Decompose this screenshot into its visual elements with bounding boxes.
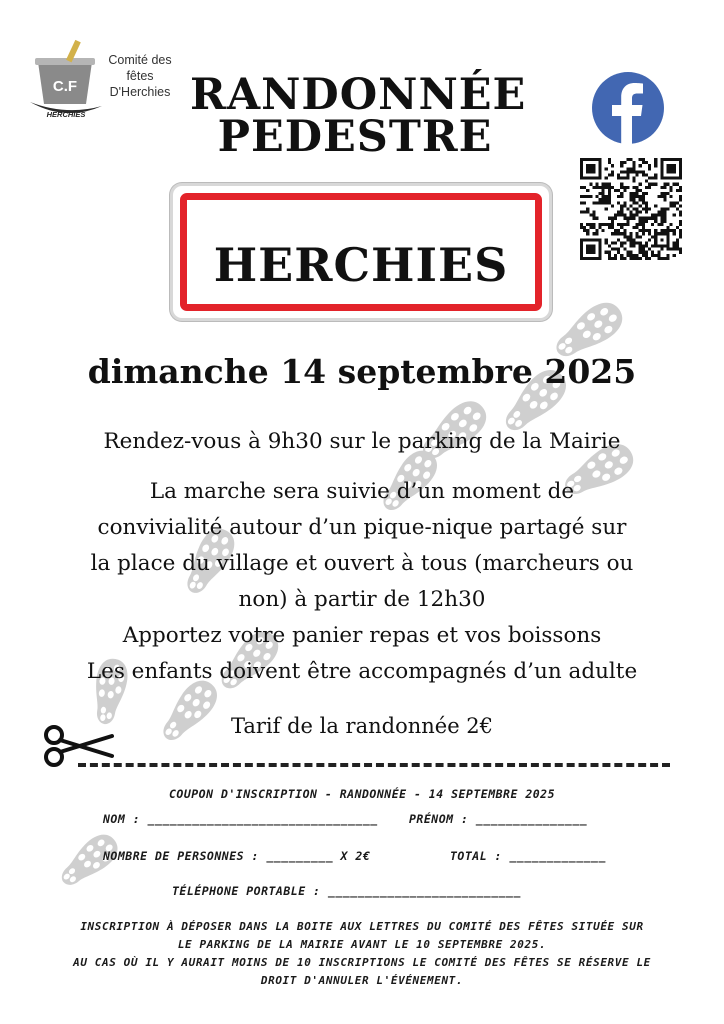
- logo-line-3: D'Herchies: [109, 85, 171, 99]
- description-line: la place du village et ouvert à tous (marcheurs ou: [90, 551, 634, 576]
- description-line: non) à partir de 12h30: [238, 587, 486, 612]
- first-name-field[interactable]: PRÉNOM : _______________: [409, 812, 588, 826]
- facebook-icon[interactable]: [592, 72, 664, 144]
- people-count-field[interactable]: NOMBRE DE PERSONNES : _________ X 2€: [103, 849, 371, 863]
- town-sign-border: [180, 193, 542, 311]
- bucket-rim: [35, 58, 95, 65]
- town-name: HERCHIES: [213, 238, 509, 292]
- description-line: convivialité autour d’un pique-nique partagé sur: [97, 515, 627, 540]
- logo-text: [98, 52, 182, 100]
- note-line: LE PARKING DE LA MAIRIE AVANT LE 10 SEPTEMBRE 2025.: [177, 938, 547, 951]
- event-description: [30, 474, 694, 690]
- meeting-info: Rendez-vous à 9h30 sur le parking de la Mairie: [103, 429, 621, 454]
- logo-line-1: Comité des: [108, 53, 172, 67]
- page-title: [190, 70, 527, 162]
- registration-note: [30, 918, 694, 990]
- bucket-caption: HERCHIES: [46, 110, 86, 119]
- cut-line: [78, 763, 670, 767]
- name-field[interactable]: NOM : _______________________________: [103, 812, 378, 826]
- note-line: AU CAS OÙ IL Y AURAIT MOINS DE 10 INSCRIPTIONS LE COMITÉ DES FÊTES SE RÉSERVE LE: [73, 956, 651, 969]
- description-line: Les enfants doivent être accompagnés d’un adulte: [86, 659, 638, 684]
- note-line: DROIT D'ANNULER L'ÉVÉNEMENT.: [260, 974, 464, 987]
- qr-code-icon[interactable]: [580, 158, 682, 260]
- total-field[interactable]: TOTAL : _____________: [450, 849, 606, 863]
- coupon-title: COUPON D'INSCRIPTION - RANDONNÉE - 14 SEPTEMBRE 2025: [168, 787, 556, 801]
- note-line: INSCRIPTION À DÉPOSER DANS LA BOITE AUX LETTRES DU COMITÉ DES FÊTES SITUÉE SUR: [80, 920, 644, 933]
- description-line: La marche sera suivie d’un moment de: [149, 479, 575, 504]
- title-line-1: RANDONNÉE: [190, 70, 527, 120]
- logo-line-2: fêtes: [126, 69, 154, 83]
- description-line: Apportez votre panier repas et vos boissons: [122, 623, 602, 648]
- event-date: dimanche 14 septembre 2025: [87, 352, 637, 391]
- title-line-2: PEDESTRE: [217, 112, 493, 162]
- town-sign: [170, 183, 552, 321]
- price-info: Tarif de la randonnée 2€: [230, 714, 494, 738]
- phone-field[interactable]: TÉLÉPHONE PORTABLE : __________________________: [172, 884, 521, 898]
- bucket-letters: C.F: [52, 78, 78, 95]
